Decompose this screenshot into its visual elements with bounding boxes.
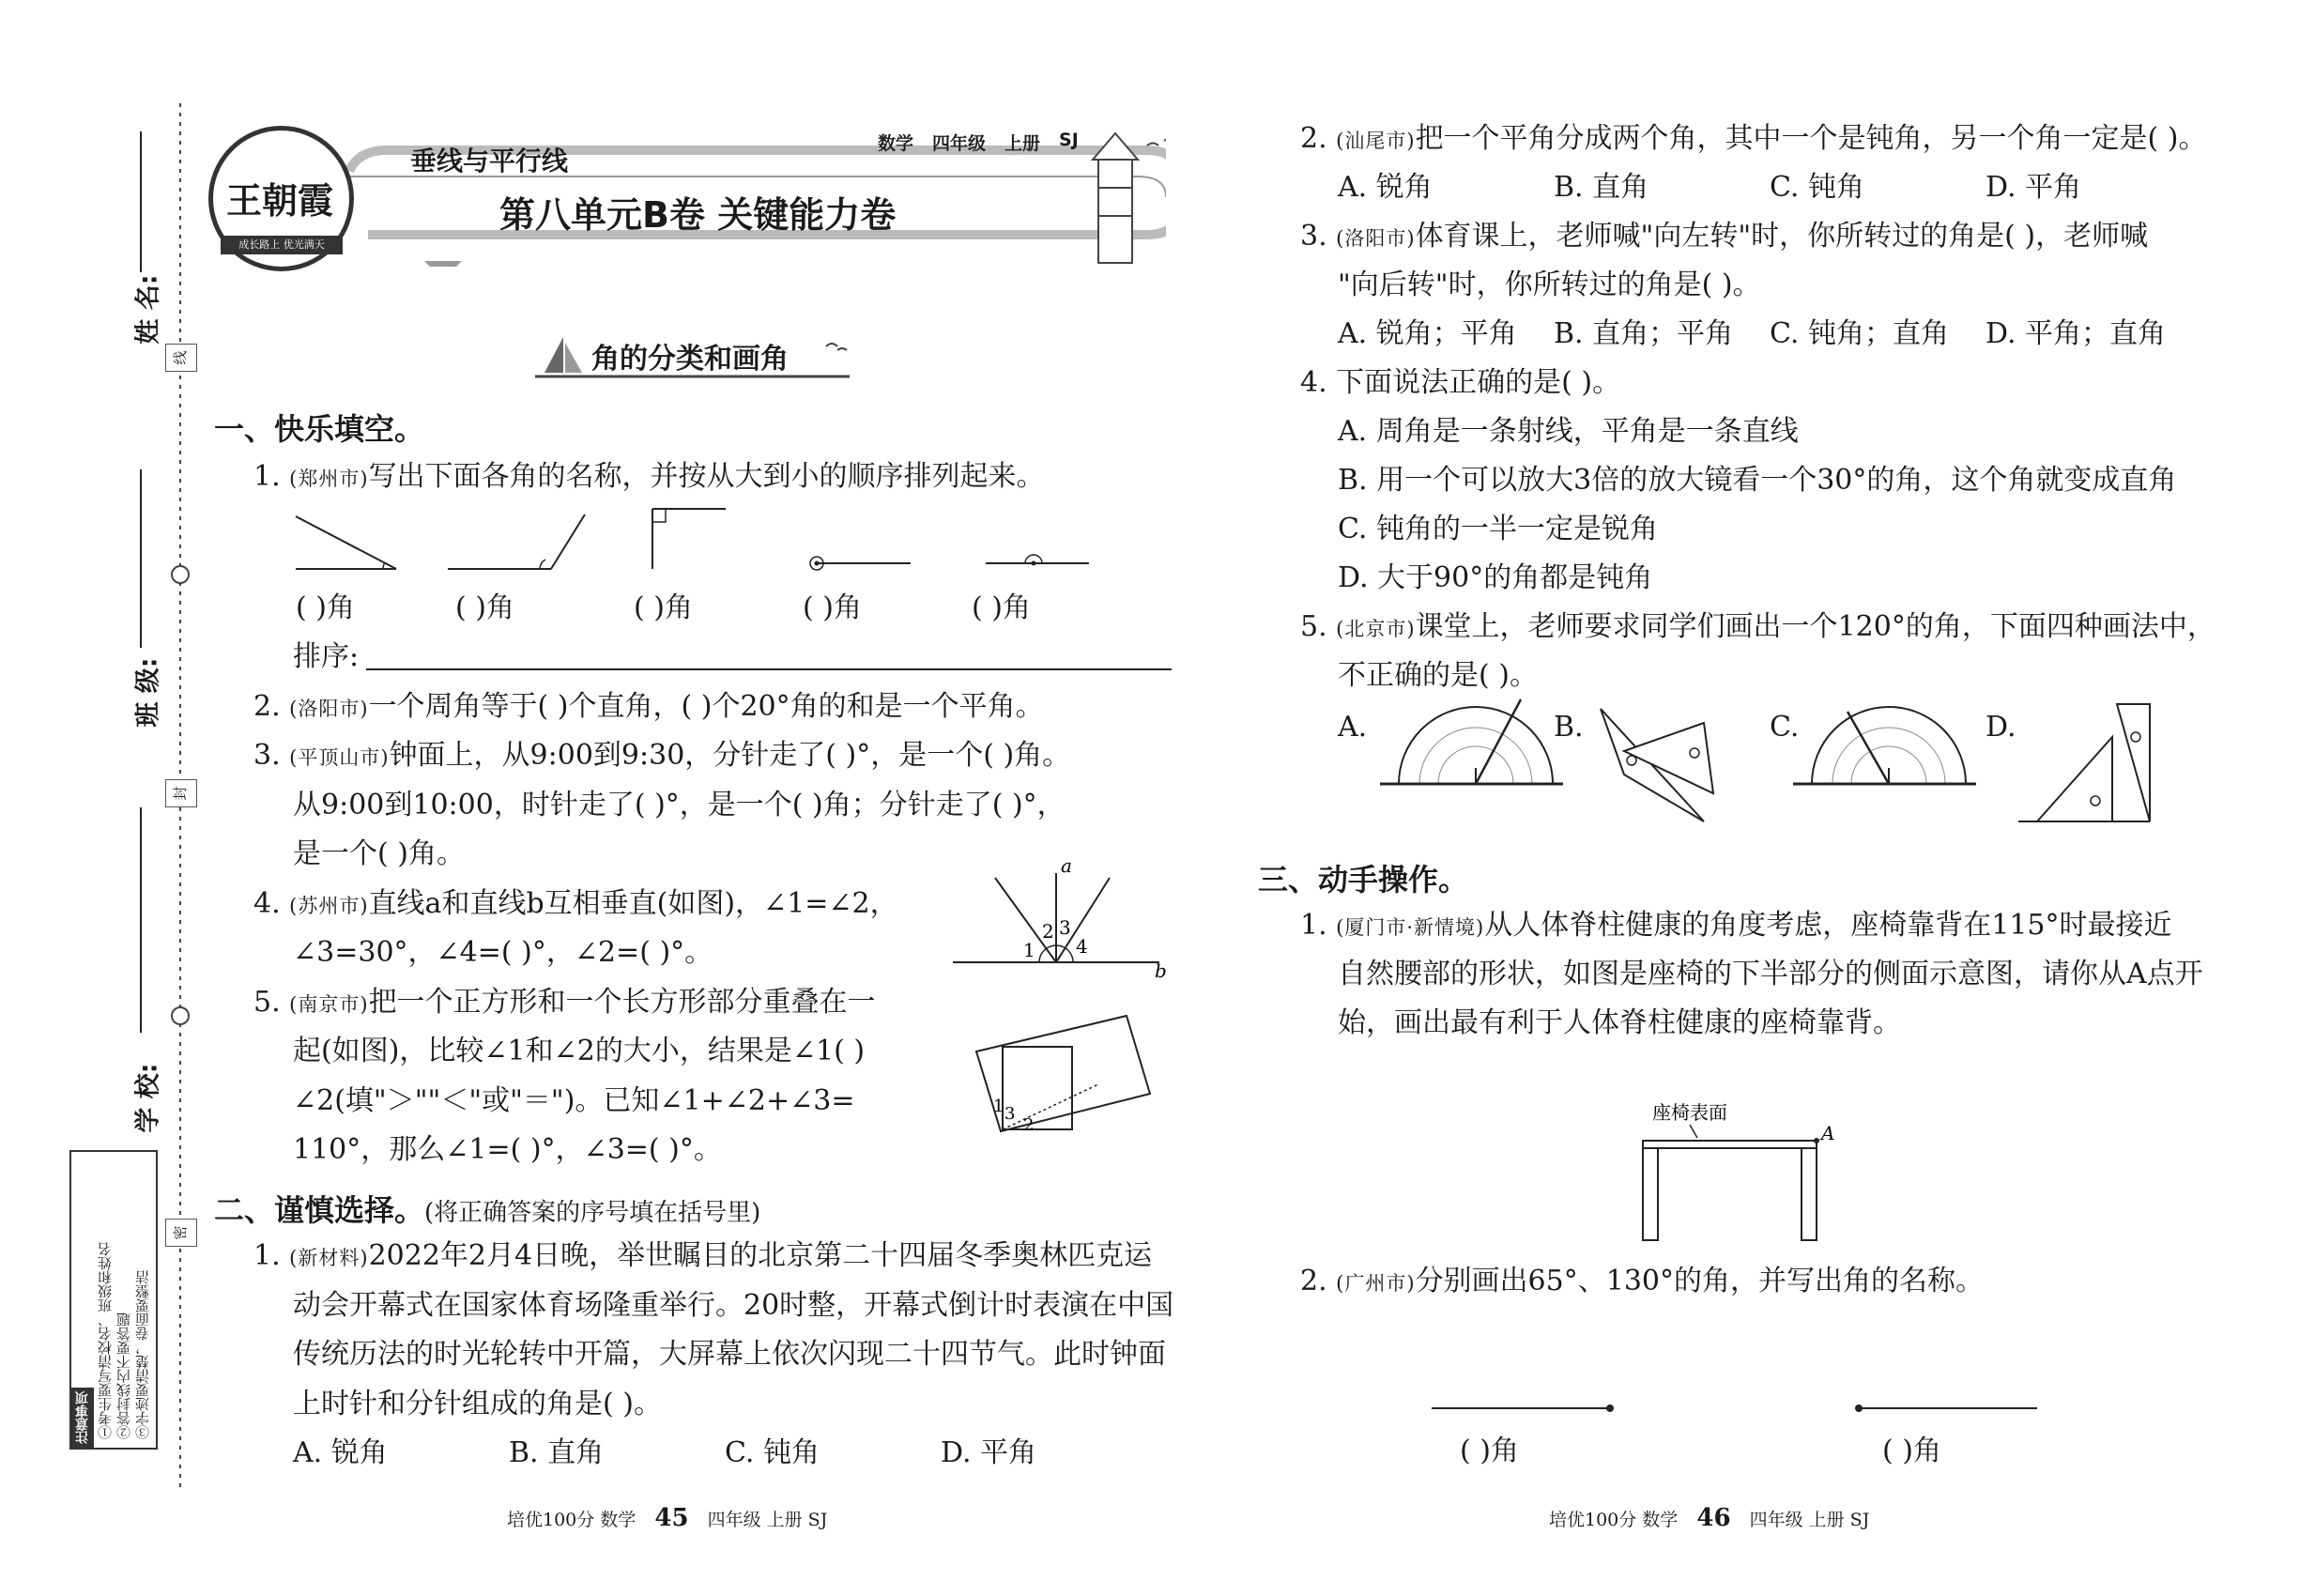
c2-option-a[interactable]: A. 锐角 bbox=[1338, 171, 1433, 204]
c3: 3. (洛阳市)体育课上，老师喊"向左转"时，你所转过的角是( )，老师喊 bbox=[1300, 220, 2149, 253]
section-1-title: 一、快乐填空。 bbox=[214, 411, 425, 447]
q4-figure bbox=[948, 859, 1178, 986]
o1-line-3: 始，画出最有利于人体脊柱健康的座椅靠背。 bbox=[1338, 1006, 1901, 1039]
c4: 4. 下面说法正确的是( )。 bbox=[1300, 366, 1621, 399]
o2: 2. (广州市)分别画出65°、130°的角，并写出角的名称。 bbox=[1300, 1265, 1984, 1297]
notice-item-3: ③字迹要清楚，卷面要整洁 bbox=[134, 1270, 151, 1439]
left-footer bbox=[507, 1504, 827, 1532]
q3-line-3: 是一个( )角。 bbox=[293, 837, 465, 870]
page-title: 第八单元B卷 关键能力卷 bbox=[499, 194, 897, 236]
section-2-title bbox=[214, 1187, 760, 1230]
o1: 1. (厦门市·新情境)从人体脊柱健康的角度考虑，座椅靠背在115°时最接近 bbox=[1300, 909, 2172, 942]
q4-source: (苏州市) bbox=[289, 895, 369, 917]
q1-blank-4: ( )角 bbox=[803, 591, 862, 624]
section-3-title: 三、动手操作。 bbox=[1258, 862, 1469, 898]
c3-line-1: 体育课上，老师喊"向左转"时，你所转过的角是( )，老师喊 bbox=[1415, 220, 2149, 253]
c5-label-c[interactable]: C. bbox=[1770, 711, 1800, 744]
c1-line-3: 传统历法的时光轮转中开篇，大屏幕上依次闪现二十四节气。此时钟面 bbox=[293, 1338, 1166, 1371]
right-footer-book: 培优100分 数学 bbox=[1549, 1510, 1679, 1530]
c5-label-b[interactable]: B. bbox=[1554, 711, 1584, 744]
q4-label-4: 4 bbox=[1076, 935, 1088, 958]
c3-option-b[interactable]: B. 直角；平角 bbox=[1554, 317, 1734, 350]
header-meta bbox=[878, 130, 1079, 155]
name-label: 姓 名: bbox=[133, 274, 163, 345]
c3-line-2: "向后转"时，你所转过的角是( )。 bbox=[1338, 269, 1761, 301]
c5-line-1: 课堂上，老师要求同学们画出一个120°的角，下面四种画法中， bbox=[1415, 610, 2216, 643]
section-2-heading: 二、谨慎选择。 bbox=[214, 1192, 425, 1228]
c2-option-d[interactable]: D. 平角 bbox=[1986, 171, 2082, 204]
c4-text: 下面说法正确的是( )。 bbox=[1336, 366, 1621, 399]
c4-option-a[interactable]: A. 周角是一条射线，平角是一条直线 bbox=[1338, 415, 1799, 448]
q3-line-2: 从9:00到10:00，时针走了( )°，是一个( )角；分针走了( )°， bbox=[293, 789, 1066, 821]
cut-mark-seal: 封 bbox=[165, 779, 197, 807]
right-page-number: 46 bbox=[1696, 1504, 1731, 1532]
q1-blank-2: ( )角 bbox=[455, 591, 514, 624]
c2-option-c[interactable]: C. 钝角 bbox=[1770, 171, 1864, 204]
q1-text: 写出下面各角的名称，并按从大到小的顺序排列起来。 bbox=[368, 460, 1045, 493]
c2: 2. (汕尾市)把一个平角分成两个角，其中一个是钝角，另一个角一定是( )。 bbox=[1300, 122, 2207, 155]
q5-label-3: 3 bbox=[1004, 1104, 1016, 1124]
left-page-number: 45 bbox=[654, 1504, 689, 1532]
c3-option-d[interactable]: D. 平角；直角 bbox=[1986, 317, 2167, 350]
o1-drawing-area[interactable] bbox=[1633, 1098, 1849, 1249]
q3-source: (平顶山市) bbox=[289, 746, 390, 769]
q1-sort-line[interactable] bbox=[366, 668, 1172, 670]
meta-edition: SJ bbox=[1059, 130, 1079, 150]
right-footer bbox=[1549, 1504, 1869, 1532]
c5-line-2: 不正确的是( )。 bbox=[1338, 659, 1538, 692]
c4-option-d[interactable]: D. 大于90°的角都是钝角 bbox=[1338, 561, 1653, 594]
c2-text: 把一个平角分成两个角，其中一个是钝角，另一个角一定是( )。 bbox=[1415, 122, 2207, 155]
notice-item-1: ①考生要写清校名、班级和姓名 bbox=[97, 1242, 114, 1439]
o2-text: 分别画出65°、130°的角，并写出角的名称。 bbox=[1415, 1265, 1984, 1297]
q2-text: 一个周角等于( )个直角，( )个20°角的和是一个平角。 bbox=[368, 690, 1044, 723]
q3-line-1: 钟面上，从9:00到9:30，分针走了( )°，是一个( )角。 bbox=[389, 739, 1071, 772]
unit-topic: 垂线与平行线 bbox=[410, 146, 569, 176]
logo-badge bbox=[208, 126, 354, 271]
left-footer-book: 培优100分 数学 bbox=[507, 1510, 636, 1530]
school-label: 学 校: bbox=[133, 1063, 163, 1133]
q4: 4. (苏州市)直线a和直线b互相垂直(如图)，∠1=∠2， bbox=[253, 887, 898, 920]
q5-line-3: ∠2(填"＞""＜"或"＝")。已知∠1+∠2+∠3= bbox=[293, 1084, 855, 1117]
o2-source: (广州市) bbox=[1336, 1272, 1416, 1295]
logo-text: 王朝霞 bbox=[226, 179, 334, 222]
c3-option-a[interactable]: A. 锐角；平角 bbox=[1338, 317, 1517, 350]
topic-banner bbox=[535, 333, 854, 380]
logo-slogan: 成长路上 优光满天 bbox=[221, 236, 343, 254]
c1-option-a[interactable]: A. 锐角 bbox=[293, 1436, 388, 1469]
q5-source: (南京市) bbox=[289, 993, 369, 1016]
notice-box bbox=[69, 1150, 158, 1450]
q1-source: (郑州市) bbox=[289, 468, 369, 490]
q2-source: (洛阳市) bbox=[289, 698, 369, 720]
c5-label-a[interactable]: A. bbox=[1338, 711, 1368, 744]
q1-angle-figures bbox=[282, 505, 1108, 580]
header-banner bbox=[208, 122, 1166, 272]
class-label: 班 级: bbox=[133, 657, 163, 728]
right-footer-grade: 四年级 上册 SJ bbox=[1749, 1510, 1870, 1530]
cut-mark-close: 密 bbox=[165, 1219, 197, 1247]
c1-option-c[interactable]: C. 钝角 bbox=[725, 1436, 820, 1469]
c1-option-d[interactable]: D. 平角 bbox=[941, 1436, 1037, 1469]
c5-figure-b bbox=[1596, 704, 1727, 836]
q1-blank-3: ( )角 bbox=[634, 591, 693, 624]
o2-blank-1: ( )角 bbox=[1460, 1435, 1519, 1467]
q1-blank-1: ( )角 bbox=[296, 591, 355, 624]
q4-label-1: 1 bbox=[1023, 939, 1035, 961]
section-topic: 角的分类和画角 bbox=[591, 343, 789, 376]
c1-line-4: 上时针和分针组成的角是( )。 bbox=[293, 1388, 662, 1420]
q2: 2. (洛阳市)一个周角等于( )个直角，( )个20°角的和是一个平角。 bbox=[253, 690, 1044, 723]
c5-figure-a bbox=[1380, 695, 1568, 798]
q5-figure bbox=[967, 1005, 1183, 1136]
q1-blank-5: ( )角 bbox=[972, 591, 1031, 624]
c1-line-1: 2022年2月4日晚，举世瞩目的北京第二十四届冬季奥林匹克运 bbox=[368, 1239, 1153, 1272]
c5-figure-d bbox=[2018, 699, 2169, 831]
c4-option-b[interactable]: B. 用一个可以放大3倍的放大镜看一个30°的角，这个角就变成直角 bbox=[1338, 464, 2177, 497]
q1: 1. (郑州市)写出下面各角的名称，并按从大到小的顺序排列起来。 bbox=[253, 460, 1045, 493]
c4-option-c[interactable]: C. 钝角的一半一定是锐角 bbox=[1338, 513, 1658, 545]
o2-drawing-area-2[interactable] bbox=[1854, 1333, 2061, 1418]
cut-mark-line: 线 bbox=[165, 344, 197, 372]
c2-source: (汕尾市) bbox=[1336, 130, 1416, 152]
c1-source: (新材料) bbox=[289, 1247, 369, 1269]
c5: 5. (北京市)课堂上，老师要求同学们画出一个120°的角，下面四种画法中， bbox=[1300, 610, 2216, 643]
q4-line-1: 直线a和直线b互相垂直(如图)，∠1=∠2， bbox=[368, 887, 898, 920]
c5-figure-c bbox=[1793, 695, 1981, 798]
notice-item-2: ②答封线内不要答题 bbox=[115, 1312, 132, 1439]
meta-subject: 数学 bbox=[878, 133, 914, 154]
o2-blank-2: ( )角 bbox=[1882, 1435, 1941, 1467]
q5: 5. (南京市)把一个正方形和一个长方形部分重叠在一 bbox=[253, 986, 876, 1019]
c1: 1. (新材料)2022年2月4日晚，举世瞩目的北京第二十四届冬季奥林匹克运 bbox=[253, 1239, 1153, 1272]
q5-line-4: 110°，那么∠1=( )°，∠3=( )°。 bbox=[293, 1133, 722, 1166]
left-footer-grade: 四年级 上册 SJ bbox=[707, 1510, 828, 1530]
q5-line-1: 把一个正方形和一个长方形部分重叠在一 bbox=[368, 986, 876, 1019]
c1-option-b[interactable]: B. 直角 bbox=[509, 1436, 605, 1469]
o1-line-2: 自然腰部的形状，如图是座椅的下半部分的侧面示意图，请你从A点开 bbox=[1338, 958, 2203, 990]
o1-source: (厦门市·新情境) bbox=[1336, 916, 1485, 939]
q5-label-1: 1 bbox=[993, 1097, 1004, 1116]
q4-label-a: a bbox=[1061, 859, 1072, 877]
c2-option-b[interactable]: B. 直角 bbox=[1554, 171, 1649, 204]
o2-drawing-area-1[interactable] bbox=[1427, 1333, 1633, 1418]
meta-grade: 四年级 bbox=[932, 133, 987, 154]
q5-line-2: 起(如图)，比较∠1和∠2的大小，结果是∠1( ) bbox=[293, 1035, 866, 1067]
meta-volume: 上册 bbox=[1004, 133, 1041, 154]
c5-label-d[interactable]: D. bbox=[1986, 711, 2016, 744]
notice-title: 注意事项 bbox=[71, 1388, 94, 1448]
o1-line-1: 从人体脊柱健康的角度考虑，座椅靠背在115°时最接近 bbox=[1484, 909, 2172, 942]
q4-label-3: 3 bbox=[1059, 916, 1071, 939]
binding-strip bbox=[0, 0, 192, 1596]
q4-label-b: b bbox=[1155, 959, 1167, 982]
q1-sort-label: 排序: bbox=[293, 640, 360, 673]
c1-line-2: 动会开幕式在国家体育场隆重举行。20时整，开幕式倒计时表演在中国 bbox=[293, 1289, 1174, 1322]
c3-source: (洛阳市) bbox=[1336, 227, 1416, 250]
section-2-note: (将正确答案的序号填在括号里) bbox=[424, 1199, 761, 1227]
c3-option-c[interactable]: C. 钝角；直角 bbox=[1770, 317, 1949, 350]
q3: 3. (平顶山市)钟面上，从9:00到9:30，分针走了( )°，是一个( )角。 bbox=[253, 739, 1071, 772]
q4-label-2: 2 bbox=[1042, 920, 1054, 943]
o1-surface-label: 座椅表面 bbox=[1652, 1101, 1727, 1124]
q5-label-2: 2 bbox=[1023, 1115, 1035, 1135]
q4-line-2: ∠3=30°，∠4=( )°，∠2=( )°。 bbox=[293, 936, 713, 969]
c5-source: (北京市) bbox=[1336, 618, 1416, 640]
o1-point-label: A bbox=[1821, 1122, 1835, 1144]
